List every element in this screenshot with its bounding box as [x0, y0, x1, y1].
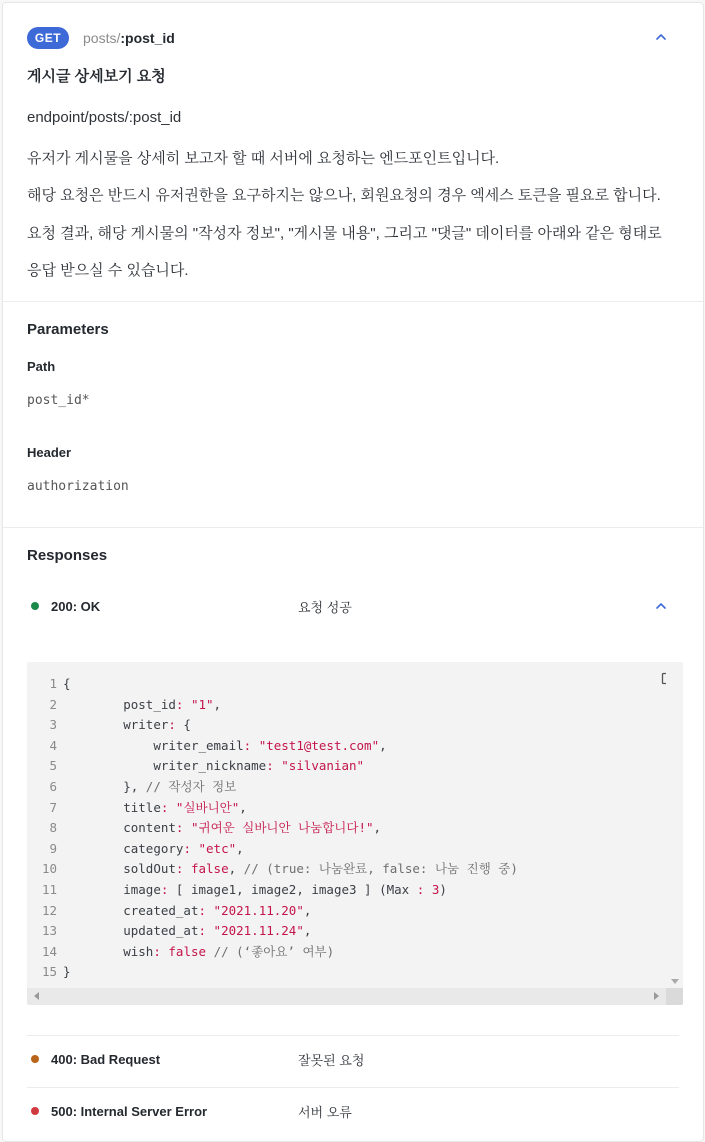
chevron-up-icon[interactable]: [653, 598, 669, 614]
response-500-row[interactable]: [27, 1100, 679, 1122]
line-number: 9: [49, 840, 57, 856]
code-line: 5 writer_nickname: "silvanian": [27, 756, 667, 777]
status-dot: [31, 602, 39, 610]
line-number: 6: [49, 778, 57, 794]
header-param-name: authorization: [27, 479, 129, 494]
response-200-row[interactable]: [27, 595, 679, 617]
path-prefix: posts/: [83, 30, 121, 46]
scroll-left-icon[interactable]: [34, 992, 39, 1000]
path-param-name: post_id*: [27, 393, 90, 408]
vertical-scrollbar[interactable]: [666, 662, 683, 988]
scroll-down-icon[interactable]: [671, 979, 679, 984]
line-number: 5: [49, 758, 57, 774]
endpoint-header[interactable]: [27, 27, 679, 49]
scroll-right-icon[interactable]: [654, 992, 659, 1000]
endpoint-summary: 게시글 상세보기 요청: [27, 68, 166, 85]
line-number: 10: [41, 861, 57, 877]
path-label: Path: [27, 359, 56, 374]
code-line: 8 content: "귀여운 실바니안 나눔합니다!",: [27, 818, 667, 839]
response-400-row[interactable]: [27, 1048, 679, 1070]
code-line: 15 }: [27, 962, 667, 983]
line-number: 3: [49, 717, 57, 733]
line-number: 15: [41, 964, 57, 980]
method-badge: GET: [27, 27, 69, 49]
code-line: 11 image: [ image1, image2, image3 ] (Max : 3): [27, 880, 667, 901]
line-number: 2: [49, 696, 57, 712]
response-code: 500: Internal Server Error: [51, 1103, 208, 1119]
description-line: 요청 결과, 해당 게시물의 "작성자 정보", "게시물 내용", 그리고 "댓글" 데이터를 아래와 같은 형태로: [27, 225, 662, 242]
line-number: 13: [41, 923, 57, 939]
api-endpoint-card: [2, 2, 704, 1142]
response-code: 400: Bad Request: [51, 1051, 161, 1067]
line-number: 1: [49, 676, 57, 691]
code-line: 6 }, // 작성자 정보: [27, 777, 667, 798]
code-line: 7 title: "실바니안",: [27, 798, 667, 819]
code-line: 14 wish: false // (‘좋아요’ 여부): [27, 942, 667, 963]
path-param: :post_id: [120, 30, 175, 46]
line-number: 7: [49, 799, 57, 815]
description-line: 응답 받으실 수 있습니다.: [27, 262, 189, 279]
divider: [27, 1035, 679, 1036]
response-code: 200: OK: [51, 598, 101, 614]
header-label: Header: [27, 445, 72, 460]
line-number: 12: [41, 902, 57, 918]
scrollbar-corner: [666, 988, 683, 1005]
endpoint-path: [83, 30, 175, 46]
divider: [3, 301, 703, 302]
response-description: 서버 오류: [298, 1104, 352, 1120]
status-dot: [31, 1055, 39, 1063]
status-dot: [31, 1107, 39, 1115]
code-line: 1 {: [27, 674, 667, 695]
parameters-title: Parameters: [27, 321, 109, 338]
horizontal-scrollbar[interactable]: [27, 988, 683, 1005]
code-line: 13 updated_at: "2021.11.24",: [27, 921, 667, 942]
code-line: 2 post_id: "1",: [27, 695, 667, 716]
chevron-up-icon[interactable]: [653, 29, 669, 45]
code-line: 3 writer: {: [27, 715, 667, 736]
divider: [3, 527, 703, 528]
code-line: 4 writer_email: "test1@test.com",: [27, 736, 667, 757]
response-code-sample: [27, 662, 683, 1005]
line-number: 8: [49, 820, 57, 836]
divider: [27, 1087, 679, 1088]
description-line: 유저가 게시물을 상세히 보고자 할 때 서버에 요청하는 엔드포인트입니다.: [27, 150, 500, 167]
code-line: 10 soldOut: false, // (true: 나눔완료, false: 나눔 진행 중): [27, 859, 667, 880]
description-line: 해당 요청은 반드시 유저권한을 요구하지는 않으나, 회원요청의 경우 엑세스 토큰을 필요로 합니다.: [27, 187, 661, 204]
response-description: 잘못된 요청: [298, 1052, 365, 1068]
code-lines: [27, 674, 667, 983]
description-line: endpoint/posts/:post_id: [27, 109, 182, 126]
line-number: 14: [41, 943, 57, 959]
line-number: 11: [41, 881, 57, 897]
line-number: 4: [49, 737, 57, 753]
code-line: 12 created_at: "2021.11.20",: [27, 901, 667, 922]
code-line: 9 category: "etc",: [27, 839, 667, 860]
response-description: 요청 성공: [298, 599, 352, 615]
responses-title: Responses: [27, 547, 108, 564]
